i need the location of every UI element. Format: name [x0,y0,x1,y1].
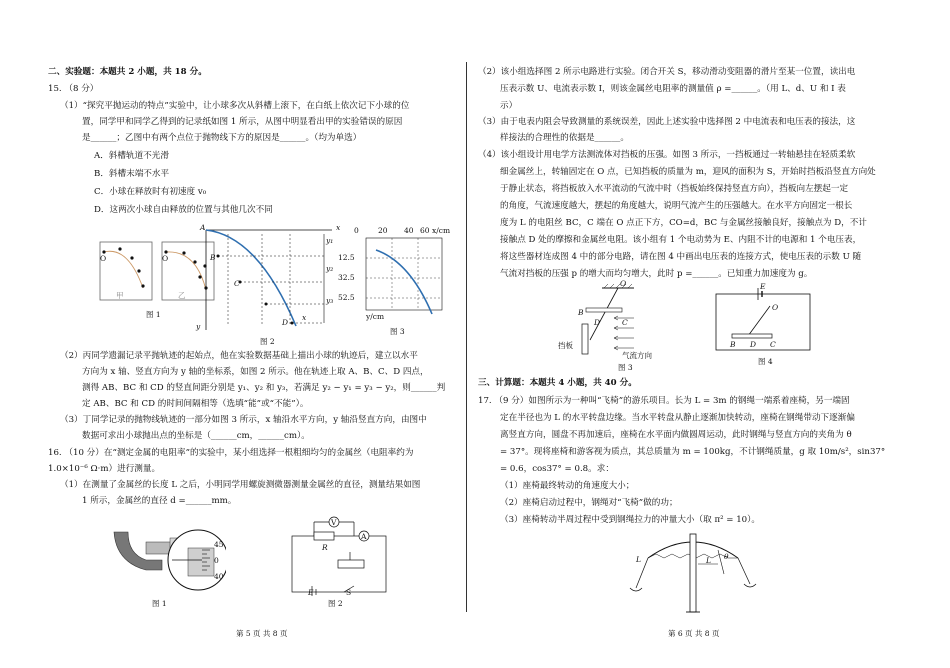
fig2-A: A [200,223,206,232]
fig4-E: E [760,282,766,291]
fig3-y-125: 12.5 [338,253,355,262]
fig4-O: O [772,303,779,312]
fig3r-flow-label: 气流方向 [622,351,652,360]
fig1-caption: 图 1 [146,310,161,319]
q15-line: 置，同学甲和同学乙得到的记录纸如图 1 所示，从图中明显看出甲的实验错误的原因 [82,117,403,127]
q17-sub1: （1）座椅最终转动的角速度大小； [500,481,635,491]
q15-line: （1）“探究平抛运动的特点”实验中，让小球多次从斜槽上滚下，在白纸上依次记下小球的位 [60,101,410,111]
flying-chair-figure [628,524,758,614]
fig2-caption: 图 2 [260,337,275,346]
fig3r-D: D [594,318,601,327]
fig3r-B: B [578,308,584,317]
q15-2-line: （2）丙同学遗漏记录平抛轨迹的起始点，他在实验数据基础上描出小球的轨迹后，建立以水平 [60,351,418,361]
ride-theta: θ [724,552,729,561]
fig1-o-jia: O [100,254,107,263]
fig1-o-yi: O [162,254,169,263]
fig4-C: C [770,340,776,349]
ride-L-radius: L [706,556,711,565]
micrometer-figure [106,512,226,596]
q16-line: 16. （10 分）在“测定金属的电阻率”的实验中，某小组选择一根粗细均匀的金属丝（电阻率约为 [48,448,414,458]
fig3r-C: C [622,318,628,327]
fig3-y-unit: y/cm [366,312,385,321]
fig2-y: y [196,322,201,331]
section3-title: 三、计算题：本题共 4 小题，共 40 分。 [478,378,637,388]
q15-header: 15. （8 分） [48,84,99,94]
mic-scale-45: 45 [214,540,224,549]
fig2-y3: y₃ [326,296,334,305]
fig1-jia-label: 甲 [116,291,124,300]
fig2-C: C [234,279,240,288]
circuit-V: V [331,518,337,527]
q16-4-line: 于静止状态，将挡板放入水平流动的气流中时（挡板始终保持竖直方向），挡板向左摆起一定 [500,184,849,194]
q16-2-line: 压表示数 U、电流表示数 I，则该金属丝电阻率的测量值 ρ =______。（用 L、d、U 和 I 表 [500,84,846,94]
q15-2-line: 定 AB、BC 和 CD 的时间间隔相等（选填“能”或“不能”）。 [82,399,309,409]
q16-3-line: 样接法的合理性的依据是______。 [500,133,629,143]
fig3-x-unit: x/cm [432,226,451,235]
q17-line: 定在半径也为 L 的水平转盘边缘。当水平转盘从静止逐渐加快转动，座椅在钢绳带动下逐渐偏 [500,413,855,423]
q16-4-line: （4）该小组设计用电学方法测流体对挡板的压强。如图 3 所示，一挡板通过一转轴悬挂在轻质柔软 [478,150,856,160]
mic-scale-40: 40 [214,572,224,581]
q16-2-line: 示） [500,101,518,111]
ride-L-rope: L [636,555,641,564]
fig4-caption: 图 4 [758,357,773,366]
q15-3-line: 数据可求出小球抛出点的坐标是（______cm，______cm）。 [82,431,310,441]
q16-2-line: （2）该小组选择图 2 所示电路进行实验。闭合开关 S，移动滑动变阻器的滑片至某一位置，读出电 [478,67,856,77]
fig4-B: B [730,340,736,349]
fig3r-plate-label: 挡板 [558,341,573,350]
paper-jia [100,242,152,300]
section2-title: 二、实验题：本题共 2 小题，共 18 分。 [48,67,207,77]
fig2-y2: y₂ [326,264,334,273]
q15-line: 是______；乙图中有两个点位于抛物线下方的原因是______。（均为单选） [82,133,362,143]
fig4-D: D [750,340,757,349]
mic-caption: 图 1 [152,599,167,608]
circuit-E: E [308,588,314,597]
page-footer-left: 第 5 页 共 8 页 [236,629,288,638]
fig2-D: D [282,318,289,327]
fig3-x-60: 60 [420,226,430,235]
right-page [478,0,898,668]
fig2-y1: y₁ [326,236,334,245]
fig2-x-end: x [302,313,307,322]
fig3r-caption: 图 3 [618,363,633,372]
circuit-figure [284,516,398,596]
q16-4-line: 接触点 D 处的摩擦和金属丝电阻。该小组有 1 个电动势为 E、内阻不计的电源和 1 个电压表， [500,235,862,245]
page-footer-right: 第 6 页 共 8 页 [668,629,720,638]
q16-3-line: （3）由于电表内阻会导致测量的系统误差，因此上述实验中选择图 2 中电流表和电压表的接法，这 [478,117,856,127]
q17-line: 17. （9 分）如图所示为一种叫“飞椅”的游乐项目。长为 L = 3m 的钢绳一端系着座椅，另一端固 [478,396,850,406]
option-d: D．这两次小球自由释放的位置与其他几次不同 [94,205,273,215]
fig3-grid-trajectory [360,234,450,324]
circuit-R: R [322,543,328,552]
q16-1-line: （1）在测量了金属丝的长度 L 之后，小明同学用螺旋测微器测量金属丝的直径，测量结果如图 [60,480,421,490]
q16-4-line: 的角度，气流速度越大，摆起的角度越大，说明气流产生的压强越大。在水平方向固定一根长 [500,201,853,211]
option-c: C．小球在释放时有初速度 v₀ [94,187,207,197]
q16-1-line: 1 所示，金属丝的直径 d =______mm。 [82,496,237,506]
option-a: A．斜槽轨道不光滑 [94,151,169,161]
fig3-y-325: 32.5 [338,273,355,282]
fig3-x-40: 40 [404,226,414,235]
fig3-origin: 0 [354,226,359,235]
circuit-A: A [361,532,367,541]
fig3r-O: O [620,279,627,288]
fig3-caption: 图 3 [390,327,405,336]
q16-4-line: 气流对挡板的压强 p 的增大而均匀增大，此时 p =______。已知重力加速度为 g。 [500,269,813,279]
q17-sub3: （3）座椅转动半周过程中受到钢绳拉力的冲量大小（取 π² = 10）。 [500,515,761,525]
fig4-circuit [714,286,814,354]
left-page [48,0,456,668]
q15-2-line: 方向为 x 轴、竖直方向为 y 轴的坐标系，如图 2 所示。他在轨迹上取 A、B、C、D 四点， [82,367,429,377]
fig1-yi-label: 乙 [178,291,186,300]
mic-scale-0: 0 [214,556,219,565]
circuit-S: S [346,588,352,597]
q17-line: = 37°。现将座椅和游客视为质点，其总质量为 m = 100kg，不计钢绳质量，g 取 10m/s²，sin37° [500,447,886,457]
q16-4-line: 将这些器材连成图 4 中的部分电路，请在图 4 中画出电压表的连接方式，使电压表的示数 U 随 [500,252,862,262]
q17-sub2: （2）座椅启动过程中，钢绳对“飞椅”做的功； [500,498,678,508]
q16-4-line: 细金属丝上，转轴固定在 O 点，已知挡板的质量为 m，迎风的面积为 S，开始时挡板沿竖直方向处 [500,167,876,177]
fig2-x: x [336,223,341,232]
fig3-x-20: 20 [378,226,388,235]
fig2-B: B [210,253,216,262]
q17-line: = 0.6，cos37° = 0.8。求： [500,464,614,474]
option-b: B．斜槽末端不水平 [94,169,170,179]
q16-line: 1.0×10⁻⁶ Ω·m）进行测量。 [48,464,161,474]
circuit-caption: 图 2 [328,599,343,608]
q17-line: 离竖直方向，圆盘不再加速后，座椅在水平面内做圆周运动，此时钢绳与竖直方向的夹角为 θ [500,430,852,440]
q15-3-line: （3）丁同学记录的抛物线轨迹的一部分如图 3 所示，x 轴沿水平方向，y 轴沿竖直方向，由图中 [60,415,427,425]
fig3-y-525: 52.5 [338,293,355,302]
q16-4-line: 度为 L 的电阻丝 BC，C 端在 O 点正下方，CO=d，BC 与金属丝接触良好，接触点为 D，不计 [500,218,867,228]
fig2-trajectory [198,222,346,334]
q15-2-line: 测得 AB、BC 和 CD 的竖直间距分别是 y₁、y₂ 和 y₃，若满足 y₂ − y₁ = y₃ − y₂，则______判 [82,383,446,393]
column-divider [466,62,467,612]
